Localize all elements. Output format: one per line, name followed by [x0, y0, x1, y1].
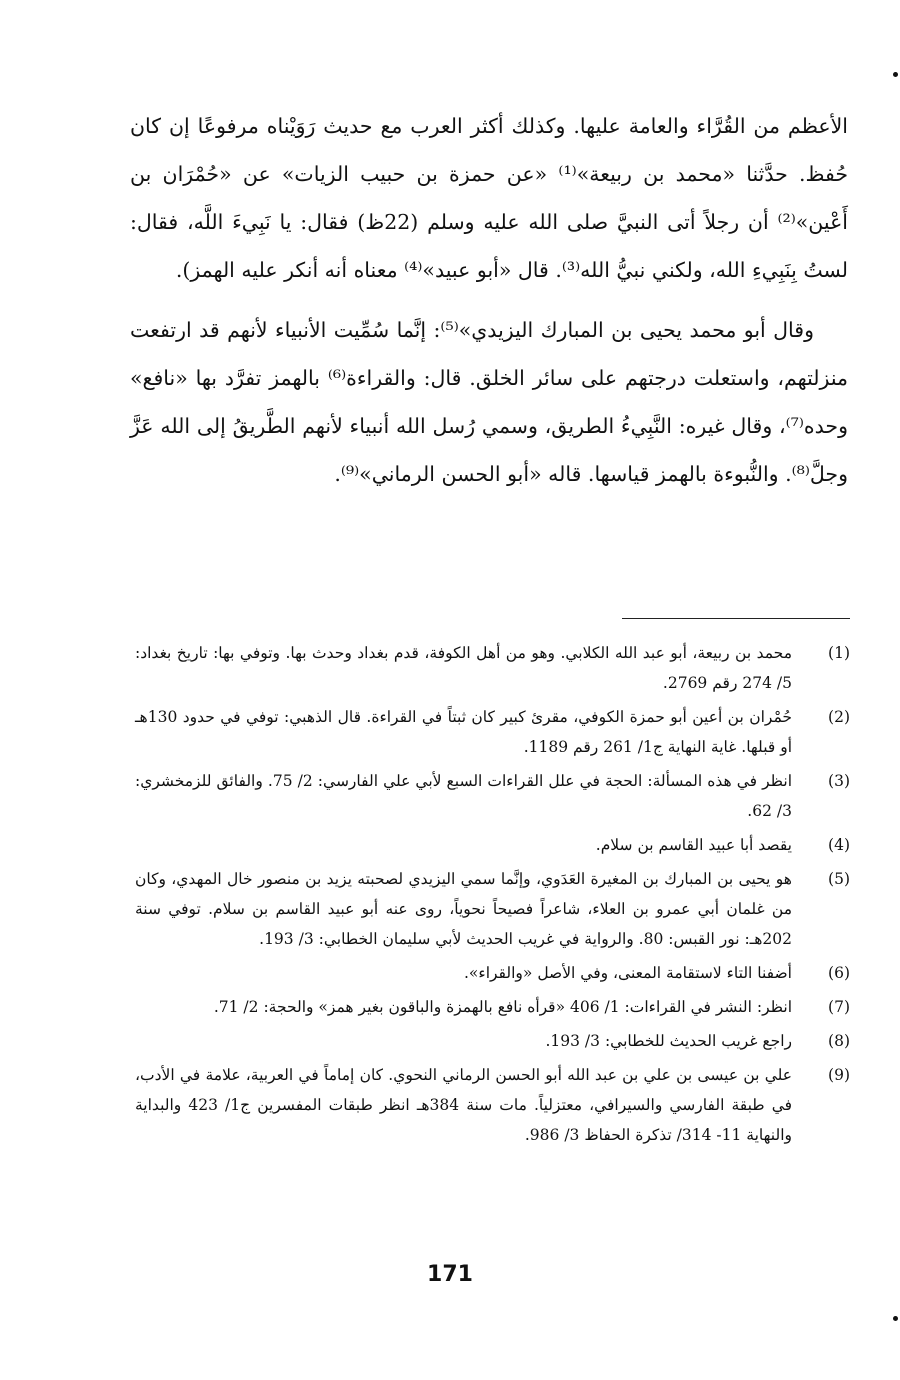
footnote-text: يقصد أبا عبيد القاسم بن سلام. [595, 836, 792, 854]
footnote-9 [135, 1060, 850, 1150]
footnote-text: أضفنا التاء لاستقامة المعنى، وفي الأصل «والقراء». [464, 964, 792, 982]
footnote-number: (7) [828, 998, 850, 1016]
footnote-number: (5) [828, 870, 850, 888]
footnote-4 [135, 830, 850, 860]
margin-mark-top-right [893, 72, 898, 77]
footnote-text: محمد بن ربيعة، أبو عبد الله الكلابي. وهو من أهل الكوفة، قدم بغداد وحدث بها. وتوفي بها: تاريخ بغداد: 5/ 274 رقم 2769. [135, 644, 792, 692]
footnote-number: (2) [828, 708, 850, 726]
footnote-separator [622, 618, 850, 619]
footnote-text: علي بن عيسى بن علي بن عبد الله أبو الحسن الرماني النحوي. كان إماماً في العربية، علامة في الأدب، في طبقة الفارسي والسيرافي، معتزلياً. مات سنة 384هـ انظر طبقات المفسرين ج1/ 423 والبداية والنهاية 11- 314/ تذكرة الحفاظ 3/ 986. [135, 1066, 793, 1144]
footnote-8 [135, 1026, 850, 1056]
footnote-text: راجع غريب الحديث للخطابي: 3/ 193. [545, 1032, 792, 1050]
footnote-number: (3) [828, 772, 850, 790]
footnote-text: انظر في هذه المسألة: الحجة في علل القراءات السبع لأبي علي الفارسي: 2/ 75. والفائق للزمخشري: 3/ 62. [135, 772, 792, 820]
margin-mark-bottom-right [893, 1316, 898, 1321]
footnote-number: (8) [828, 1032, 850, 1050]
footnote-number: (9) [828, 1066, 850, 1084]
footnote-6 [135, 958, 850, 988]
footnote-3 [135, 766, 850, 826]
footnote-number: (4) [828, 836, 850, 854]
footnote-7 [135, 992, 850, 1022]
footnote-2 [135, 702, 850, 762]
footnote-1 [135, 638, 850, 698]
footnote-5 [135, 864, 850, 954]
main-text [130, 102, 848, 498]
footnotes [135, 638, 850, 1154]
page-number: 171 [427, 1262, 473, 1287]
footnote-text: حُمْران بن أعين أبو حمزة الكوفي، مقرئ كبير كان ثبتاً في القراءة. قال الذهبي: توفي في حدود 130هـ أو قبلها. غاية النهاية ج1/ 261 رقم 1189. [135, 708, 792, 756]
footnote-number: (1) [828, 644, 850, 662]
footnote-number: (6) [828, 964, 850, 982]
footnote-text: انظر: النشر في القراءات: 1/ 406 «قرأه نافع بالهمزة والباقون بغير همز» والحجة: 2/ 71. [213, 998, 792, 1016]
footnote-text: هو يحيى بن المبارك بن المغيرة العَدَوي، وإنَّما سمي اليزيدي لصحبته يزيد بن منصور خال المهدي، وكان من غلمان أبي عمرو بن العلاء، شاعراً فصيحاً نحوياً، روى عنه أبو عبيد القاسم بن سلام. توفي سنة 202هـ: نور القبس: 80. والرواية في غريب الحديث لأبي سليمان الخطابي: 3/ 193. [135, 870, 792, 948]
body-paragraph-2: وقال أبو محمد يحيى بن المبارك اليزيدي»⁽⁵⁾: إنَّما سُمِّيت الأنبياء لأنهم قد ارتفعت منزلتهم، واستعلت درجتهم على سائر الخلق. قال: والقراءة⁽⁶⁾ بالهمز تفرَّد بها «نافع» وحده⁽⁷⁾، وقال غيره: النَّبِيءُ الطريق، وسمي رُسل الله أنبياء لأنهم الطَّريقُ إلى الله عَزَّ وجلَّ⁽⁸⁾. والنُّبوءة بالهمز قياسها. قاله «أبو الحسن الرماني»⁽⁹⁾. [130, 318, 849, 486]
body-paragraph-1: الأعظم من القُرَّاء والعامة عليها. وكذلك أكثر العرب مع حديث رَوَيْناه مرفوعًا إن كان حُفظ. حدَّثنا «محمد بن ربيعة»⁽¹⁾ «عن حمزة بن حبيب الزيات» عن «حُمْرَان بن أَعْين»⁽²⁾ أن رجلاً أتى النبيَّ صلى الله عليه وسلم (22ظ) فقال: يا نَبِيءَ اللَّه، فقال: لستُ بِنَبِيءِ الله، ولكني نبيُّ الله⁽³⁾. قال «أبو عبيد»⁽⁴⁾ معناه أنه أنكر عليه الهمز). [130, 114, 848, 282]
